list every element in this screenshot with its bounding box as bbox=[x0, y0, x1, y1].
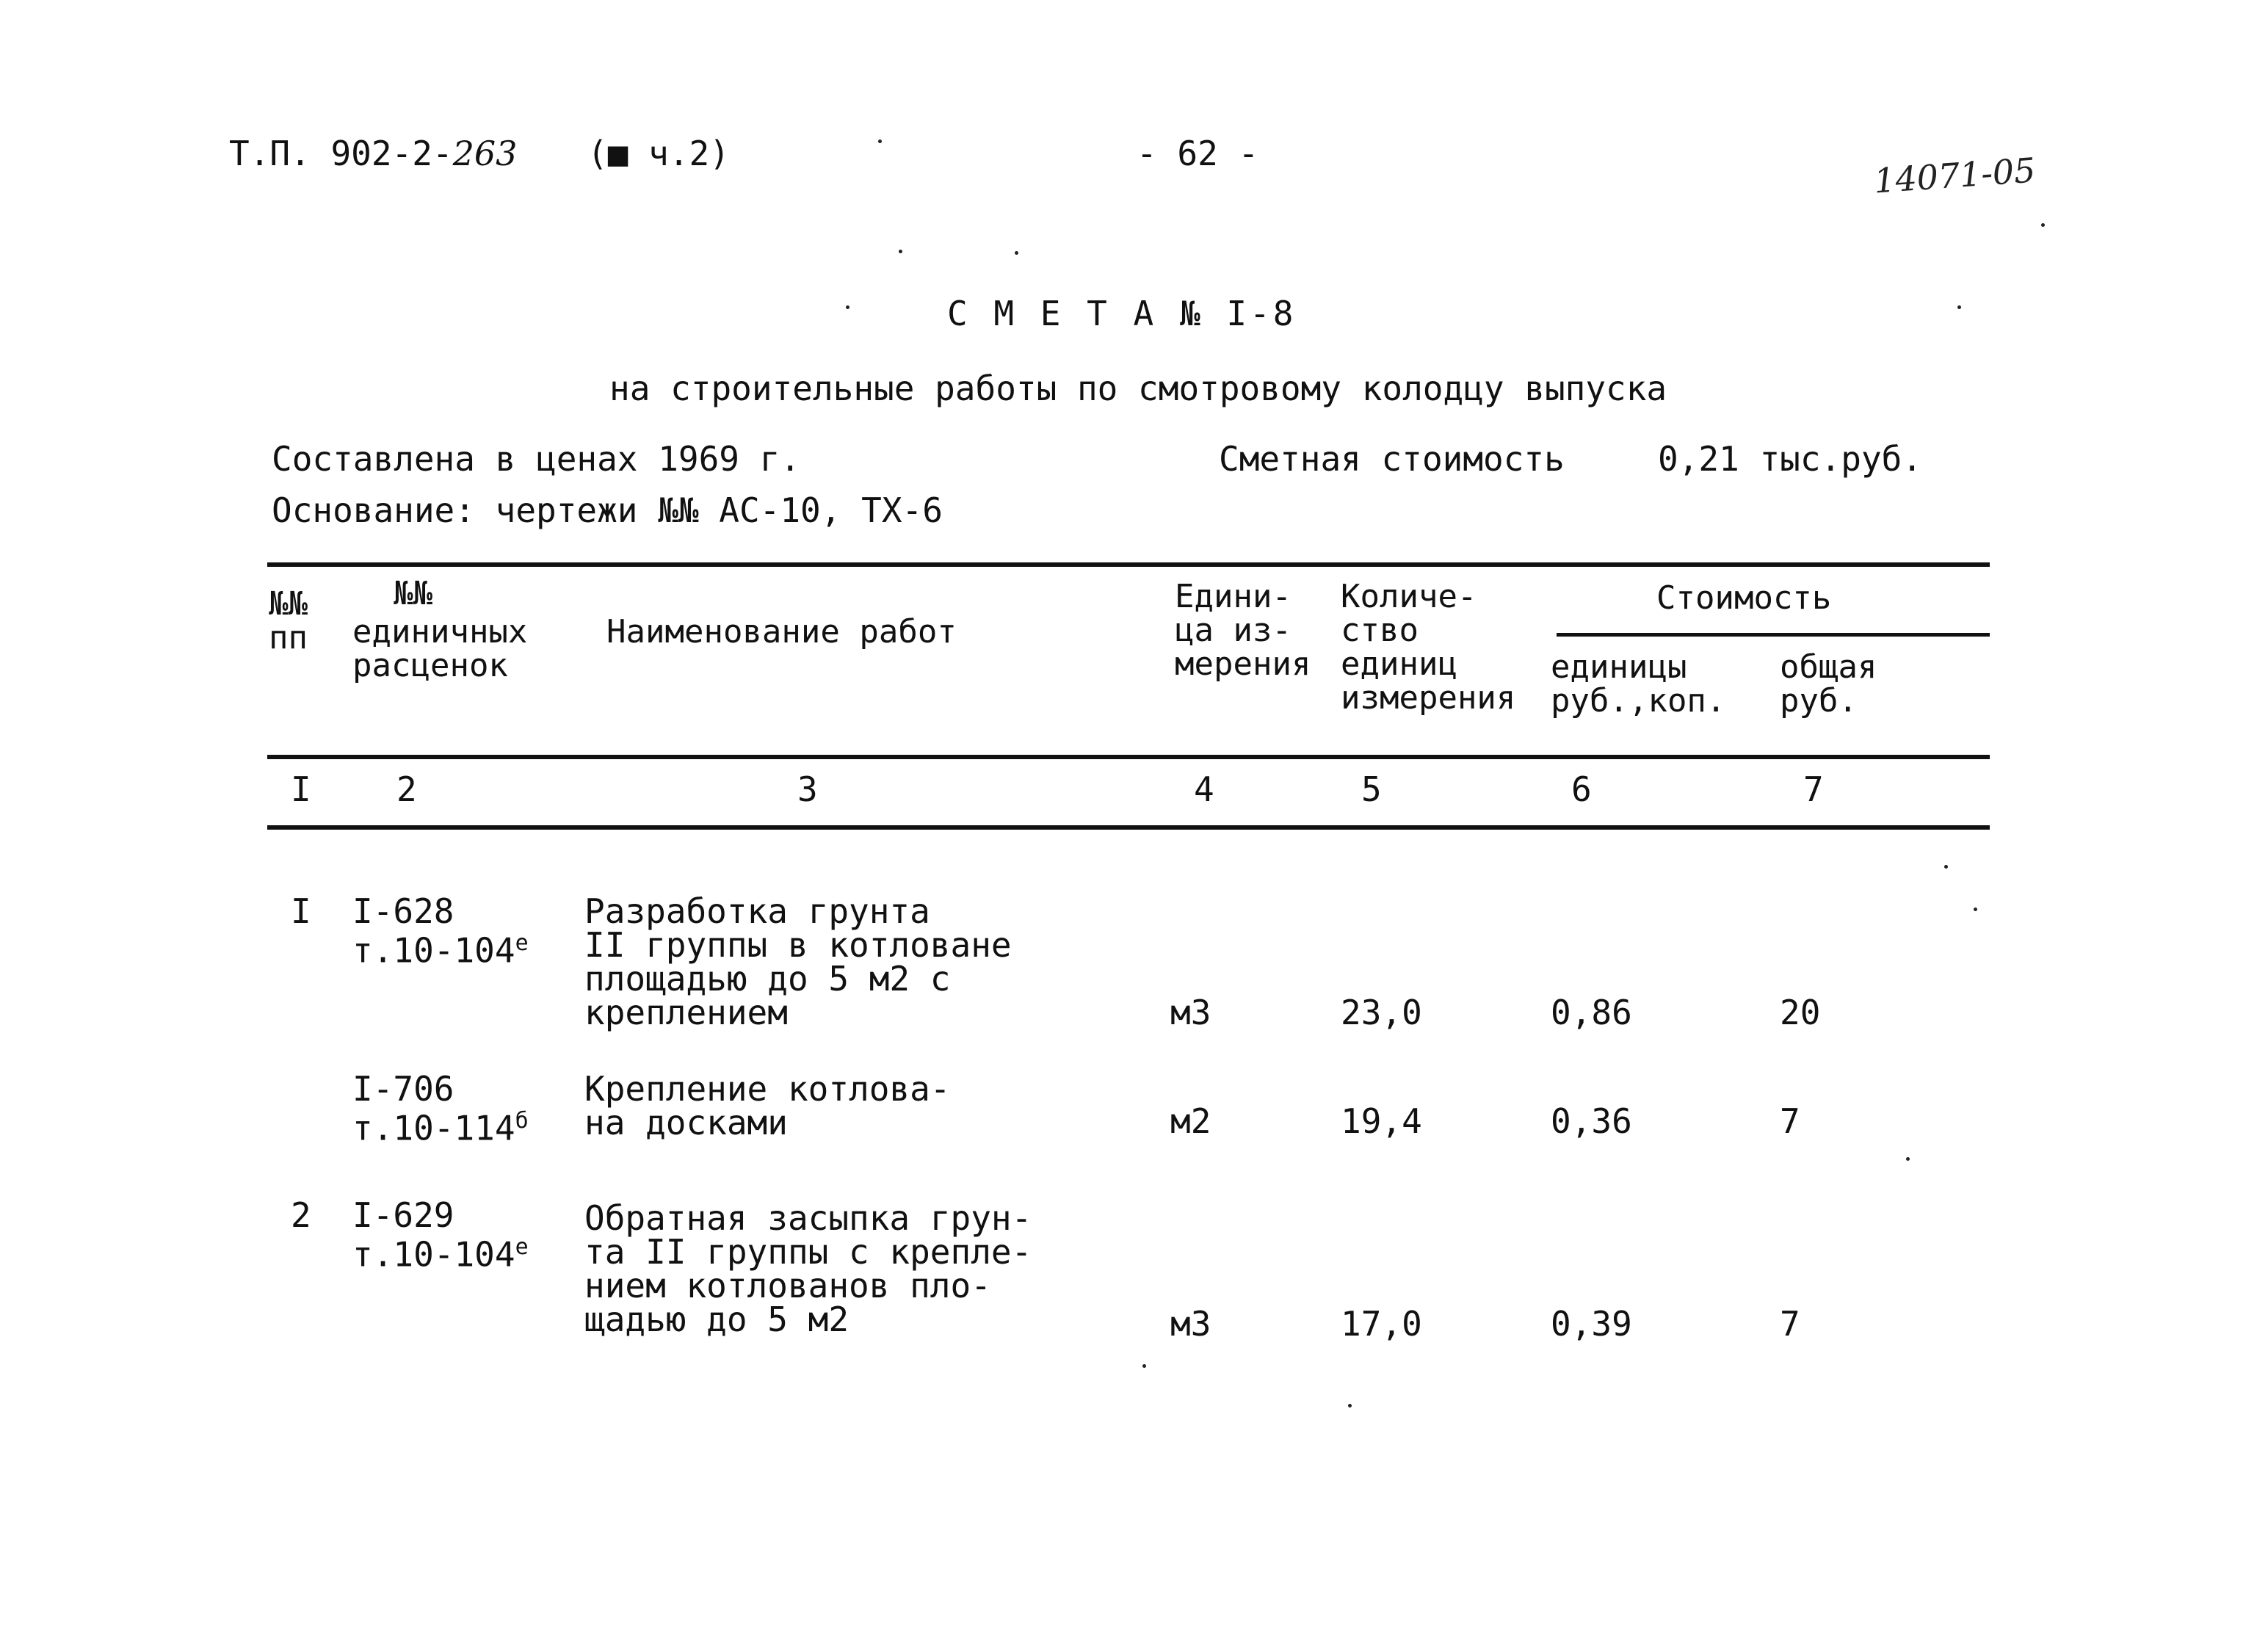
document-code-printed: Т.П. 902-2- bbox=[229, 134, 453, 173]
scan-speck bbox=[878, 140, 882, 143]
archive-number: 14071-05 bbox=[1872, 150, 2037, 201]
work-name: Разработка грунта II группы в котловане площадью до 5 м2 с креплением bbox=[584, 891, 1012, 1032]
column-number: 4 bbox=[1194, 769, 1214, 809]
total-cost: 7 bbox=[1780, 1101, 1800, 1141]
scan-speck bbox=[1957, 305, 1961, 309]
column-number: 6 bbox=[1571, 769, 1592, 809]
rate-superscript: б bbox=[515, 1108, 529, 1134]
header-cost-group: Стоимость bbox=[1656, 579, 1832, 617]
header-work-name: Наименование работ bbox=[606, 613, 957, 651]
document-code bbox=[229, 134, 517, 173]
estimated-cost-value: 0,21 тыс.руб. bbox=[1658, 439, 1923, 479]
page-number: - 62 - bbox=[1137, 134, 1259, 173]
unit-cost: 0,36 bbox=[1551, 1101, 1632, 1141]
unit-of-measure: м2 bbox=[1170, 1101, 1211, 1141]
total-cost: 20 bbox=[1780, 993, 1821, 1032]
prices-basis-line: Составлена в ценах 1969 г. bbox=[272, 439, 801, 479]
rate-code: I-628 bbox=[352, 891, 454, 931]
unit-of-measure: м3 bbox=[1170, 993, 1211, 1032]
estimated-cost-label: Сметная стоимость bbox=[1219, 439, 1565, 479]
rate-code: I-629 bbox=[352, 1195, 454, 1235]
rate-table-ref: $т.10-104^е$ bbox=[352, 930, 529, 971]
estimate-subtitle: на строительные работы по смотровому колодцу выпуска bbox=[609, 369, 1667, 408]
scan-speck bbox=[1906, 1157, 1910, 1161]
quantity: 17,0 bbox=[1341, 1304, 1422, 1344]
quantity: 19,4 bbox=[1341, 1101, 1422, 1141]
rate-table-ref: $т.10-114^б$ bbox=[352, 1108, 529, 1148]
rate-code: I-706 bbox=[352, 1069, 454, 1109]
header-total-cost: общая руб. bbox=[1780, 648, 1877, 720]
header-unit-cost: единицы руб.,коп. bbox=[1551, 648, 1726, 720]
column-number: 5 bbox=[1361, 769, 1382, 809]
header-unit: Едини- ца из- мерения bbox=[1175, 578, 1311, 683]
unit-cost: 0,86 bbox=[1551, 993, 1632, 1032]
header-quantity: Количе- ство единиц измерения bbox=[1341, 578, 1516, 717]
header-unit-rates: единичных расценок bbox=[352, 613, 528, 684]
drawings-basis-line: Основание: чертежи №№ АС-10, ТХ-6 bbox=[272, 490, 943, 530]
quantity: 23,0 bbox=[1341, 993, 1422, 1032]
scan-speck bbox=[1944, 865, 1948, 869]
scan-speck bbox=[1015, 251, 1018, 255]
rate-superscript: е bbox=[515, 930, 529, 956]
total-cost: 7 bbox=[1780, 1304, 1800, 1344]
document-part: (■ ч.2) bbox=[587, 134, 730, 173]
work-name: Обратная засыпка грун- та II группы с крепле- нием котлованов пло- щадью до 5 м2 bbox=[584, 1198, 1032, 1339]
rate-superscript: е bbox=[515, 1234, 529, 1260]
scan-speck bbox=[1348, 1404, 1352, 1408]
scan-speck bbox=[2041, 223, 2045, 227]
document-code-handwritten: 263 bbox=[452, 134, 518, 173]
scan-speck bbox=[899, 250, 902, 253]
row-number: I bbox=[291, 891, 311, 931]
cost-group-rule bbox=[1557, 633, 1990, 637]
column-number: 7 bbox=[1803, 769, 1824, 809]
column-number: I bbox=[291, 769, 311, 809]
unit-of-measure: м3 bbox=[1170, 1304, 1211, 1344]
unit-cost: 0,39 bbox=[1551, 1304, 1632, 1344]
row-number: 2 bbox=[291, 1195, 311, 1235]
header-bottom-rule bbox=[267, 755, 1990, 759]
column-numbers-rule bbox=[267, 825, 1990, 830]
rate-table-ref: $т.10-104^е$ bbox=[352, 1234, 529, 1275]
header-rates-mark: №№ bbox=[394, 575, 432, 612]
scan-speck bbox=[1974, 907, 1977, 911]
estimate-title: С М Е Т А № I-8 bbox=[947, 294, 1297, 333]
scan-speck bbox=[1142, 1364, 1146, 1368]
column-number: 2 bbox=[396, 769, 417, 809]
work-name: Крепление котлова- на досками bbox=[584, 1069, 951, 1142]
table-top-rule bbox=[267, 562, 1990, 567]
header-row-number: №№ пп bbox=[269, 585, 308, 656]
column-number: 3 bbox=[797, 769, 818, 809]
scan-speck bbox=[846, 305, 849, 309]
